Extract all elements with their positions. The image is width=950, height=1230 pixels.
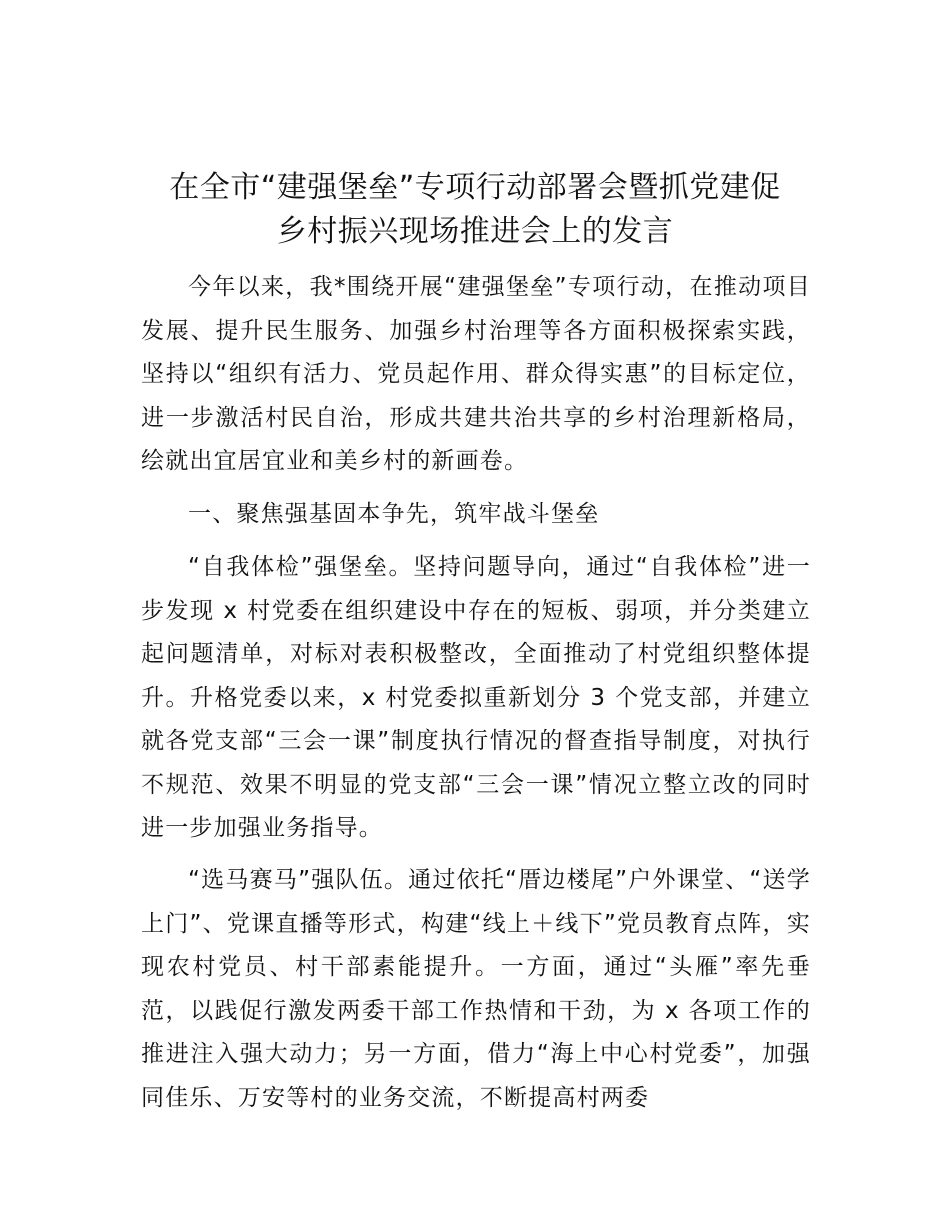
document-title-line-1: 在全市“建强堡垒”专项行动部署会暨抓党建促	[169, 170, 781, 205]
section-heading-1: 一、聚焦强基固本争先，筑牢战斗堡垒	[188, 501, 600, 527]
paragraph-team-building: “选马赛马”强队伍。通过依托“厝边楼尾”户外课堂、“送学上门”、党课直播等形式，构建“线上＋线下”党员教育点阵，实现农村党员、村干部素能提升。一方面，通过“头雁”率先垂范，以践促行激发两委干部工作热情和干劲，为 x 各项工作的推进注入强大动力；另一方面，借力“海上中心村党委”，加强同佳乐、万安等村的业务交流，不断提高村两委	[141, 867, 811, 1111]
document-title-line-2: 乡村振兴现场推进会上的发言	[276, 214, 674, 249]
paragraph-self-check: “自我体检”强堡垒。坚持问题导向，通过“自我体检”进一步发现 x 村党委在组织建设中存在的短板、弱项，并分类建立起问题清单，对标对表积极整改，全面推动了村党组织整体提升。升格党委以来，x 村党委拟重新划分 3 个党支部，并建立就各党支部“三会一课”制度执行情况的督查指导制度，对执行不规范、效果不明显的党支部“三会一课”情况立整立改的同时进一步加强业务指导。	[141, 554, 811, 841]
intro-paragraph: 今年以来，我*围绕开展“建强堡垒”专项行动，在推动项目发展、提升民生服务、加强乡村治理等各方面积极探索实践，坚持以“组织有活力、党员起作用、群众得实惠”的目标定位，进一步激活村民自治，形成共建共治共享的乡村治理新格局，绘就出宜居宜业和美乡村的新画卷。	[141, 274, 811, 474]
